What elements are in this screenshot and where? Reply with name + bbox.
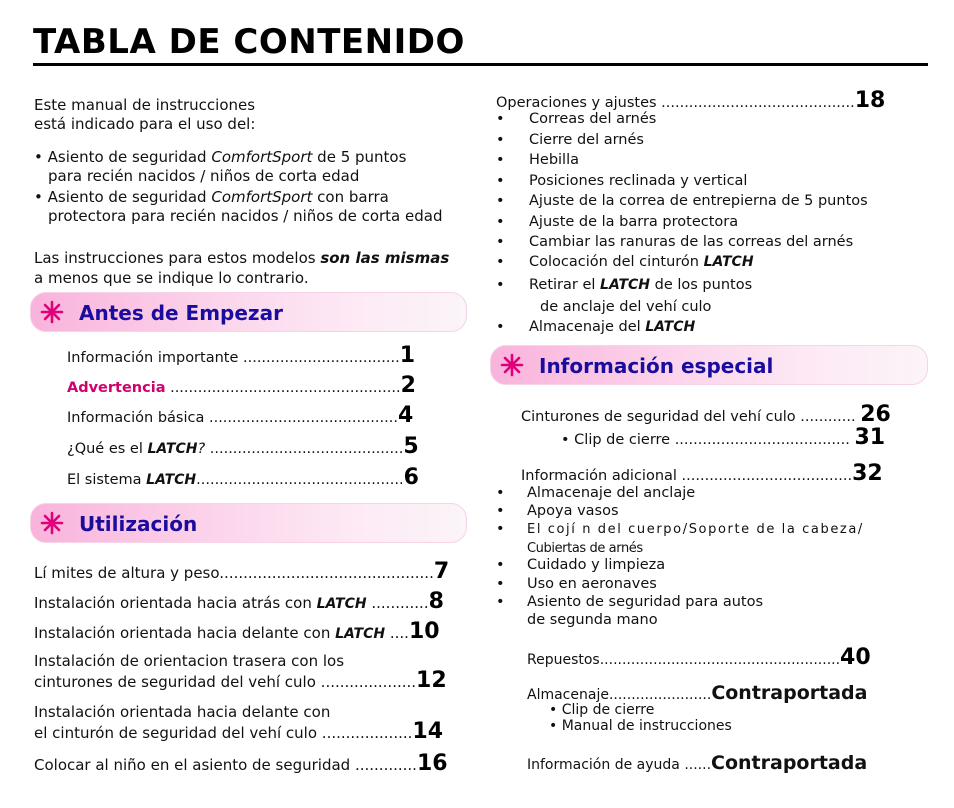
leader-dots: .....................................	[681, 468, 853, 484]
leader-dots: ............	[800, 409, 856, 425]
entry-label: Almacenaje	[527, 687, 609, 703]
bullet-dot: •	[496, 319, 505, 335]
list-item	[496, 520, 505, 539]
leader-dots: ....................	[320, 673, 417, 691]
bullet-dot: •	[496, 576, 505, 592]
list-item	[496, 575, 505, 594]
leader-dots: .........................................	[208, 410, 398, 426]
title-rule	[33, 63, 928, 66]
list-item-cont: de segunda mano	[527, 612, 658, 628]
flower-asterisk-icon	[40, 300, 64, 324]
toc-entry[interactable]	[67, 373, 416, 398]
leader-dots: .............	[354, 756, 417, 774]
text: Las instrucciones para estos modelos	[34, 249, 321, 267]
bullet-dot: •	[496, 521, 505, 537]
latch-term: LATCH	[703, 254, 754, 270]
entry-label: el cinturón de seguridad del vehí culo	[34, 724, 322, 742]
entry-label: Información adicional	[521, 468, 682, 484]
text: Almacenaje del	[529, 319, 646, 335]
toc-entry[interactable]	[67, 403, 414, 428]
list-item	[496, 556, 505, 575]
toc-entry[interactable]	[521, 461, 883, 486]
entry-label: Operaciones y ajustes	[496, 95, 662, 111]
flower-asterisk-icon	[500, 353, 524, 377]
bullet-dot: •	[496, 152, 505, 168]
list-item	[496, 172, 505, 191]
list-item	[496, 502, 505, 521]
text: Retirar el	[529, 277, 601, 293]
page-number: 40	[840, 645, 871, 670]
bullet-dot: •	[496, 277, 505, 293]
bullet-dot: •	[496, 132, 505, 148]
list-item-label: Apoya vasos	[527, 503, 619, 519]
section-antes-header	[30, 292, 467, 332]
page-number: 7	[433, 559, 450, 584]
page-number: 32	[852, 461, 883, 486]
leader-dots: ..................................................	[165, 380, 401, 396]
toc-entry[interactable]	[561, 425, 886, 450]
leader-dots: ......	[684, 757, 712, 773]
entry-label: cinturones de seguridad del vehí culo	[34, 673, 321, 691]
list-item	[496, 276, 505, 295]
bullet-dot: •	[496, 214, 505, 230]
toc-entry[interactable]	[67, 343, 416, 368]
list-item-label: Cuidado y limpieza	[527, 557, 666, 573]
list-item-label: El cojí n del cuerpo/Soporte de la cabeza/	[527, 522, 864, 537]
list-item-label: Posiciones reclinada y vertical	[529, 173, 748, 189]
toc-entry[interactable]	[34, 559, 450, 584]
intro-bullet-1-cont: para recién nacidos / niños de corta edad	[48, 167, 360, 185]
text: Colocación del cinturón	[529, 254, 704, 270]
bullet-dot: •	[496, 254, 505, 270]
entry-label: • Clip de cierre	[561, 432, 675, 448]
leader-dots: ..........................................	[209, 441, 404, 457]
list-item-label: • Clip de cierre	[549, 702, 655, 718]
section-title: Utilización	[79, 512, 198, 536]
leader-dots: ....	[385, 624, 409, 642]
toc-entry[interactable]	[67, 434, 419, 459]
text: de 5 puntos	[312, 148, 407, 166]
brand-name: ComfortSport	[211, 148, 313, 166]
list-item-label: Ajuste de la barra protectora	[529, 214, 739, 230]
text: • Asiento de seguridad	[34, 188, 212, 206]
flower-asterisk-icon	[40, 511, 64, 535]
page-number: 4	[397, 403, 414, 428]
toc-entry[interactable]	[521, 402, 891, 427]
intro-bullet-1	[34, 148, 406, 167]
toc-entry[interactable]	[34, 589, 444, 614]
list-item	[496, 593, 505, 612]
leader-dots: .......................	[608, 687, 712, 703]
list-item	[496, 233, 505, 252]
list-item-label	[529, 276, 752, 295]
text: con barra	[312, 188, 389, 206]
latch-term: LATCH	[645, 319, 696, 335]
bullet-dot: •	[496, 557, 505, 573]
entry-label: Información de ayuda	[527, 757, 685, 773]
page-number: 1	[399, 343, 416, 368]
entry-label: Colocar al niño en el asiento de seguridad	[34, 756, 355, 774]
entry-label: Cinturones de seguridad del vehí culo	[521, 409, 801, 425]
page-number: 6	[403, 465, 419, 490]
bullet-dot: •	[496, 193, 505, 209]
list-item	[496, 253, 505, 272]
toc-entry[interactable]	[527, 754, 867, 775]
list-item	[496, 484, 505, 503]
intro-bullet-2-cont: protectora para recién nacidos / niños de corta edad	[48, 207, 443, 225]
list-item	[496, 213, 505, 232]
entry-label: Lí mites de altura y peso	[34, 564, 220, 582]
list-item-label: Cierre del arnés	[529, 132, 644, 148]
toc-entry[interactable]	[34, 668, 447, 693]
toc-entry[interactable]	[34, 719, 444, 744]
leader-dots: .............................................	[196, 472, 404, 488]
bullet-dot: •	[496, 111, 505, 127]
list-item-label: Cambiar las ranuras de las correas del arnés	[529, 234, 854, 250]
toc-entry-line-1: Instalación de orientacion trasera con los	[34, 652, 345, 670]
page-number: 31	[854, 425, 886, 450]
page-number: 8	[428, 589, 444, 614]
toc-entry[interactable]	[67, 465, 419, 490]
list-item-label	[529, 318, 695, 337]
latch-term: LATCH	[146, 472, 197, 488]
latch-term: LATCH	[147, 441, 198, 457]
list-item-label: • Manual de instrucciones	[549, 718, 732, 734]
intro-line-2: está indicado para el uso del:	[34, 115, 256, 133]
entry-label: Repuestos	[527, 652, 600, 668]
bullet-dot: •	[496, 173, 505, 189]
bullet-dot: •	[496, 234, 505, 250]
list-item-label	[529, 253, 754, 272]
list-item-cont: Cubiertas de arnés	[527, 541, 643, 556]
section-especial-header	[490, 345, 928, 385]
latch-term: LATCH	[335, 626, 386, 642]
list-item-label: Ajuste de la correa de entrepierna de 5 puntos	[529, 193, 868, 209]
brand-name: ComfortSport	[211, 188, 313, 206]
bullet-dot: •	[496, 503, 505, 519]
page-number: 2	[400, 373, 416, 398]
text: de los puntos	[650, 277, 753, 293]
list-item-label: Hebilla	[529, 152, 579, 168]
latch-term: LATCH	[316, 596, 367, 612]
page-number: 5	[403, 434, 419, 459]
list-item-label: Uso en aeronaves	[527, 576, 657, 592]
page-number: 18	[854, 88, 886, 113]
section-utilizacion-header	[30, 503, 467, 543]
leader-dots: ..................................	[243, 350, 400, 366]
section-title: Antes de Empezar	[79, 301, 283, 325]
section-title: Información especial	[539, 354, 774, 378]
emphasis: son las mismas	[320, 249, 450, 267]
latch-term: LATCH	[600, 277, 651, 293]
list-item	[496, 110, 505, 129]
bullet-dot: •	[496, 594, 505, 610]
list-item	[496, 192, 505, 211]
entry-label: Información básica	[67, 410, 209, 426]
intro-note-cont: a menos que se indique lo contrario.	[34, 269, 309, 287]
page-title: TABLA DE CONTENIDO	[33, 22, 465, 62]
entry-label: ¿Qué es el	[67, 441, 148, 457]
intro-bullet-2	[34, 188, 389, 207]
toc-entry-line-1: Instalación orientada hacia delante con	[34, 703, 331, 721]
list-item	[496, 151, 505, 170]
page-number: 16	[416, 751, 448, 776]
toc-entry[interactable]	[34, 619, 440, 644]
toc-entry[interactable]	[34, 751, 448, 776]
list-item-label: Almacenaje del anclaje	[527, 485, 696, 501]
page-number: Contraportada	[711, 682, 868, 704]
intro-line-1: Este manual de instrucciones	[34, 96, 256, 114]
page-number: Contraportada	[711, 752, 868, 774]
entry-label: ?	[197, 441, 210, 457]
leader-dots: ......................................................	[599, 652, 841, 668]
toc-entry[interactable]	[527, 645, 871, 670]
bullet-dot: •	[496, 485, 505, 501]
text: • Asiento de seguridad	[34, 148, 212, 166]
page-number: 12	[416, 668, 447, 693]
entry-label: Instalación orientada hacia atrás con	[34, 594, 317, 612]
page-number: 14	[412, 719, 444, 744]
leader-dots: ...................	[321, 724, 413, 742]
intro-note	[34, 249, 449, 268]
page-number: 26	[860, 402, 891, 427]
list-item	[496, 318, 505, 337]
list-item-cont: de anclaje del vehí culo	[540, 299, 712, 315]
leader-dots: ......................................	[674, 432, 850, 448]
leader-dots: .............................................	[219, 564, 434, 582]
list-item-label: Asiento de seguridad para autos	[527, 594, 764, 610]
list-item-label: Correas del arnés	[529, 111, 657, 127]
leader-dots: ..........................................	[661, 95, 855, 111]
leader-dots: ............	[366, 594, 429, 612]
list-item	[496, 131, 505, 150]
entry-label-warning: Advertencia	[67, 380, 166, 396]
entry-label: Instalación orientada hacia delante con	[34, 624, 336, 642]
entry-label: El sistema	[67, 472, 147, 488]
page-number: 10	[408, 619, 440, 644]
entry-label: Información importante	[67, 350, 243, 366]
